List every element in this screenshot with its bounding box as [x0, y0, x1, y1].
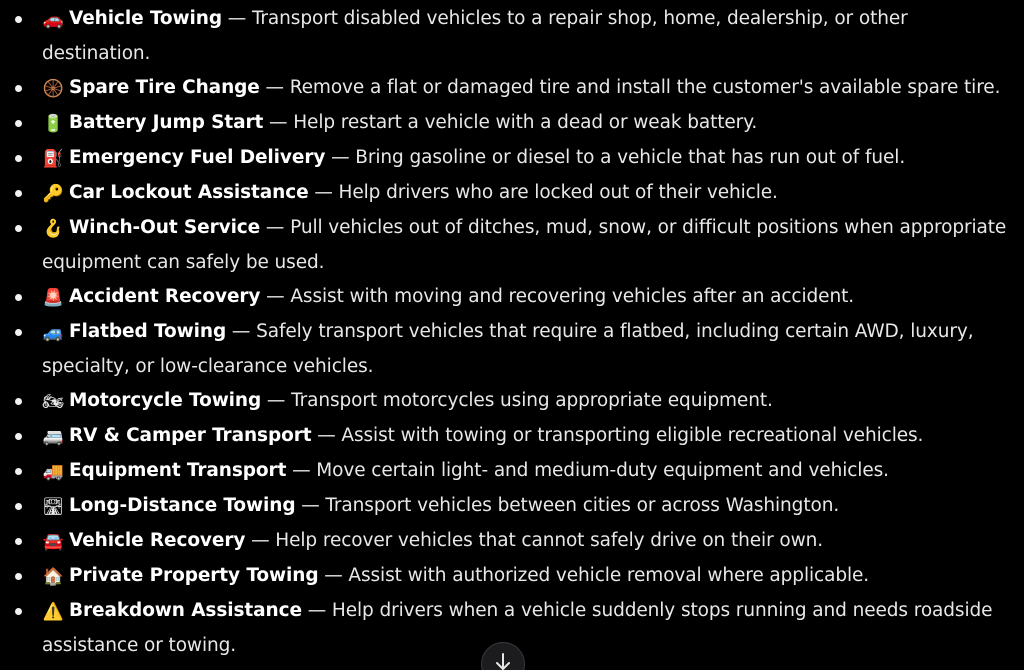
motorcycle-icon: 🏍: [42, 392, 64, 412]
service-description: — Assist with moving and recovering vehicles after an accident.: [260, 286, 855, 307]
service-list-item: [0, 280, 1024, 315]
service-list-item: [0, 559, 1024, 594]
truck-icon: 🚚: [42, 462, 64, 482]
service-description: — Move certain light- and medium-duty equipment and vehicles.: [286, 460, 889, 481]
service-title: Spare Tire Change: [69, 77, 260, 98]
service-title: Car Lockout Assistance: [69, 182, 309, 203]
service-title: Private Property Towing: [69, 565, 319, 586]
tire-icon: 🛞: [42, 79, 64, 99]
service-list-item: [0, 384, 1024, 419]
service-description: — Transport disabled vehicles to a repair shop, home, dealership, or other destination.: [42, 8, 908, 64]
service-title: Motorcycle Towing: [69, 390, 262, 411]
bullet-dot: [15, 433, 22, 440]
bullet-dot: [15, 329, 22, 336]
bullet-dot: [15, 538, 22, 545]
suv-icon: 🚙: [42, 323, 64, 343]
service-title: Flatbed Towing: [69, 321, 227, 342]
service-description: — Assist with authorized vehicle removal where applicable.: [318, 565, 870, 586]
bullet-dot: [15, 155, 22, 162]
bullet-dot: [15, 16, 22, 23]
battery-icon: 🔋: [42, 114, 64, 134]
service-list-item: [0, 106, 1024, 141]
highway-icon: 🛣: [42, 497, 64, 517]
rv-icon: 🚐: [42, 427, 64, 447]
bullet-dot: [15, 503, 22, 510]
bullet-dot: [15, 190, 22, 197]
service-title: Battery Jump Start: [69, 112, 264, 133]
service-title: Long-Distance Towing: [69, 495, 296, 516]
service-description: — Help drivers when a vehicle suddenly stops running and needs roadside assistance or towing.: [42, 600, 993, 656]
service-list-item: [0, 454, 1024, 489]
bullet-dot: [15, 398, 22, 405]
service-list-item: [0, 2, 1024, 71]
service-description: — Bring gasoline or diesel to a vehicle that has run out of fuel.: [325, 147, 906, 168]
bullet-dot: [15, 225, 22, 232]
bullet-dot: [15, 85, 22, 92]
service-description: — Transport motorcycles using appropriate equipment.: [261, 390, 773, 411]
bullet-dot: [15, 294, 22, 301]
service-list-item: [0, 211, 1024, 280]
service-list-item: [0, 524, 1024, 559]
service-title: Accident Recovery: [69, 286, 261, 307]
service-title: Winch-Out Service: [69, 217, 261, 238]
service-list-item: [0, 176, 1024, 211]
service-title: RV & Camper Transport: [69, 425, 312, 446]
service-description: — Help drivers who are locked out of their vehicle.: [308, 182, 778, 203]
hook-icon: 🪝: [42, 219, 64, 239]
service-description: — Help restart a vehicle with a dead or weak battery.: [263, 112, 758, 133]
arrow-down-icon: [493, 652, 513, 670]
service-description: — Pull vehicles out of ditches, mud, snow, or difficult positions when appropriate equipment can safely be used.: [42, 217, 1007, 273]
car-icon: 🚗: [42, 10, 64, 30]
service-title: Vehicle Recovery: [69, 530, 246, 551]
service-list-item: [0, 141, 1024, 176]
car-front-icon: 🚘: [42, 532, 64, 552]
service-description: — Safely transport vehicles that require a flatbed, including certain AWD, luxury, specialty, or low-clearance vehicles.: [42, 321, 974, 377]
service-title: Emergency Fuel Delivery: [69, 147, 326, 168]
siren-icon: 🚨: [42, 288, 64, 308]
service-list-item: [0, 71, 1024, 106]
service-list-item: [0, 489, 1024, 524]
service-title: Equipment Transport: [69, 460, 287, 481]
bullet-dot: [15, 608, 22, 615]
bullet-dot: [15, 573, 22, 580]
service-title: Breakdown Assistance: [69, 600, 302, 621]
service-description: — Help recover vehicles that cannot safely drive on their own.: [245, 530, 824, 551]
warning-icon: ⚠️: [42, 602, 64, 622]
bullet-dot: [15, 120, 22, 127]
fuel-pump-icon: ⛽: [42, 149, 64, 169]
bullet-dot: [15, 468, 22, 475]
house-icon: 🏠: [42, 567, 64, 587]
service-title: Vehicle Towing: [69, 8, 222, 29]
service-description: — Assist with towing or transporting eligible recreational vehicles.: [311, 425, 924, 446]
service-description: — Remove a flat or damaged tire and install the customer's available spare tire.: [259, 77, 1001, 98]
service-description: — Transport vehicles between cities or across Washington.: [295, 495, 840, 516]
service-list-item: [0, 419, 1024, 454]
key-icon: 🔑: [42, 184, 64, 204]
service-list-item: [0, 315, 1024, 384]
